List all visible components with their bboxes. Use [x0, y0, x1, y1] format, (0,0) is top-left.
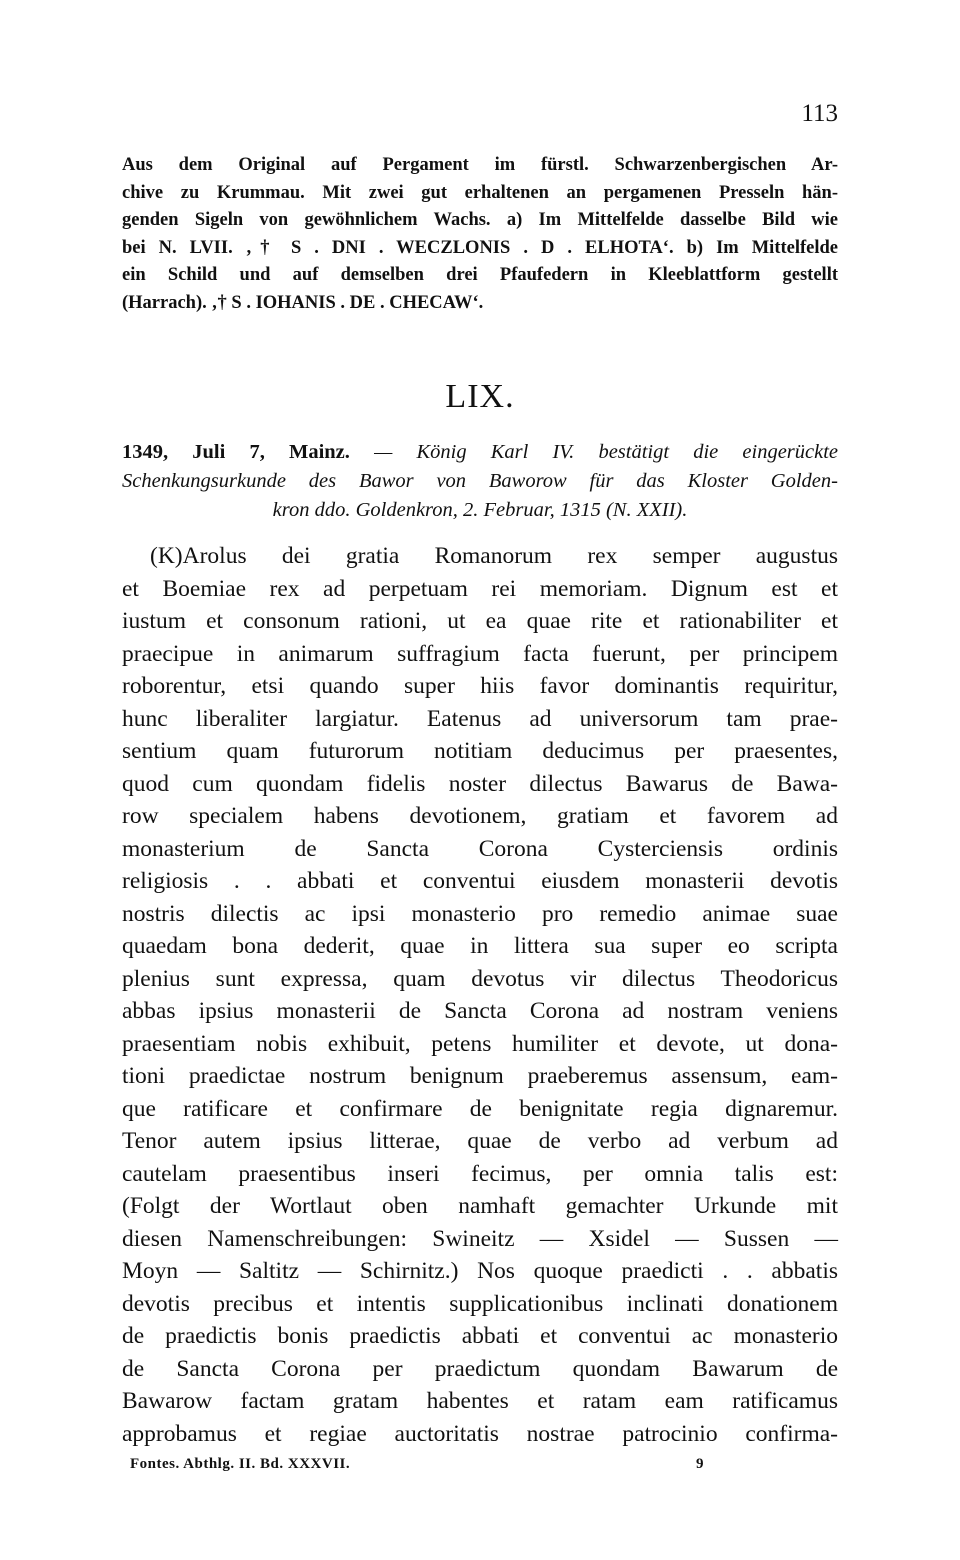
charter-line: praesentiam nobis exhibuit, petens humiliter et devote, ut dona-: [122, 1030, 838, 1057]
charter-line: (Folgt der Wortlaut oben namhaft gemachter Urkunde mit: [122, 1193, 838, 1219]
charter-line: religiosis . . abbati et conventui eiusdem monasterii devotis: [122, 868, 838, 894]
regest-line: [122, 438, 838, 467]
charter-line: Tenor autem ipsius litterae, quae de verbo ad verbum ad: [122, 1128, 838, 1154]
source-note-line: genden Sigeln von gewöhnlichem Wachs. a) Im Mittelfelde dasselbe Bild wie: [122, 210, 838, 230]
charter-line: devotis precibus et intentis supplicationibus inclinati donationem: [122, 1290, 838, 1317]
regest-line: Schenkungsurkunde des Bawor von Baworow für das Kloster Golden-: [122, 470, 838, 492]
source-note: [122, 152, 838, 317]
charter-line: iustum et consonum rationi, ut ea quae rite et rationabiliter et: [122, 608, 838, 634]
charter-line: et Boemiae rex ad perpetuam rei memoriam. Dignum est et: [122, 575, 838, 602]
footer-signature: Fontes. Abthlg. II. Bd. XXXVII.: [130, 1456, 351, 1472]
regest: [122, 438, 838, 525]
charter-line: tioni praedictae nostrum benignum praeberemus assensum, eam-: [122, 1063, 838, 1089]
source-note-line: chive zu Krummau. Mit zwei gut erhaltenen an pergamenen Presseln hän-: [122, 182, 838, 203]
source-note-line: bei N. LVII. ‚† S . DNI . WECZLONIS . D . ELHOTA‘. b) Im Mittelfelde: [122, 237, 838, 258]
source-note-line: ein Schild und auf demselben drei Pfaufedern in Kleeblattform gestellt: [122, 265, 838, 285]
regest-summary-start: — König Karl IV. bestätigt die eingerückte: [374, 441, 839, 463]
page-number: 113: [801, 100, 838, 127]
document-number-heading: LIX.: [445, 378, 515, 415]
regest-date: 1349, Juli 7, Mainz.: [122, 441, 350, 463]
sheet-number: 9: [696, 1456, 704, 1472]
regest-line: kron ddo. Goldenkron, 2. Februar, 1315 (N. XXII).: [272, 499, 688, 521]
charter-line: quaedam bona dederit, quae in littera sua super eo scripta: [122, 933, 838, 959]
charter-line: nostris dilectis ac ipsi monasterio pro remedio animae suae: [122, 900, 838, 927]
charter-text: [122, 540, 838, 1450]
charter-line: de Sancta Corona per praedictum quondam Bawarum de: [122, 1355, 838, 1382]
charter-line: quod cum quondam fidelis noster dilectus Bawarus de Bawa-: [122, 770, 838, 797]
charter-line: (K)Arolus dei gratia Romanorum rex semper augustus: [150, 543, 838, 569]
charter-line: row specialem habens devotionem, gratiam et favorem ad: [122, 803, 838, 829]
charter-line: plenius sunt expressa, quam devotus vir dilectus Theodoricus: [122, 965, 838, 992]
source-note-line: Aus dem Original auf Pergament im fürstl. Schwarzenbergischen Ar-: [122, 155, 838, 175]
charter-line: Moyn — Saltitz — Schirnitz.) Nos quoque praedicti . . abbatis: [122, 1258, 838, 1284]
charter-line: approbamus et regiae auctoritatis nostrae patrocinio confirma-: [122, 1420, 838, 1447]
charter-line: roborentur, etsi quando super hiis favor dominantis requiritur,: [122, 673, 838, 699]
charter-line: Bawarow factam gratam habentes et ratam eam ratificamus: [122, 1388, 838, 1414]
charter-line: sentium quam futurorum notitiam deducimus per praesentes,: [122, 738, 838, 764]
charter-line: diesen Namenschreibungen: Swineitz — Xsidel — Sussen —: [122, 1225, 838, 1252]
source-note-line: (Harrach). ‚† S . IOHANIS . DE . CHECAW‘.: [122, 292, 484, 313]
charter-line: monasterium de Sancta Corona Cysterciensis ordinis: [122, 835, 838, 862]
charter-line: praecipue in animarum suffragium facta fuerunt, per principem: [122, 640, 838, 667]
charter-line: cautelam praesentibus inseri fecimus, per omnia talis est:: [122, 1160, 838, 1187]
charter-line: de praedictis bonis praedictis abbati et conventui ac monasterio: [122, 1323, 838, 1349]
charter-line: que ratificare et confirmare de benignitate regia dignaremur.: [122, 1095, 838, 1122]
charter-line: abbas ipsius monasterii de Sancta Corona ad nostram veniens: [122, 998, 838, 1024]
charter-line: hunc liberaliter largiatur. Eatenus ad universorum tam prae-: [122, 705, 838, 732]
